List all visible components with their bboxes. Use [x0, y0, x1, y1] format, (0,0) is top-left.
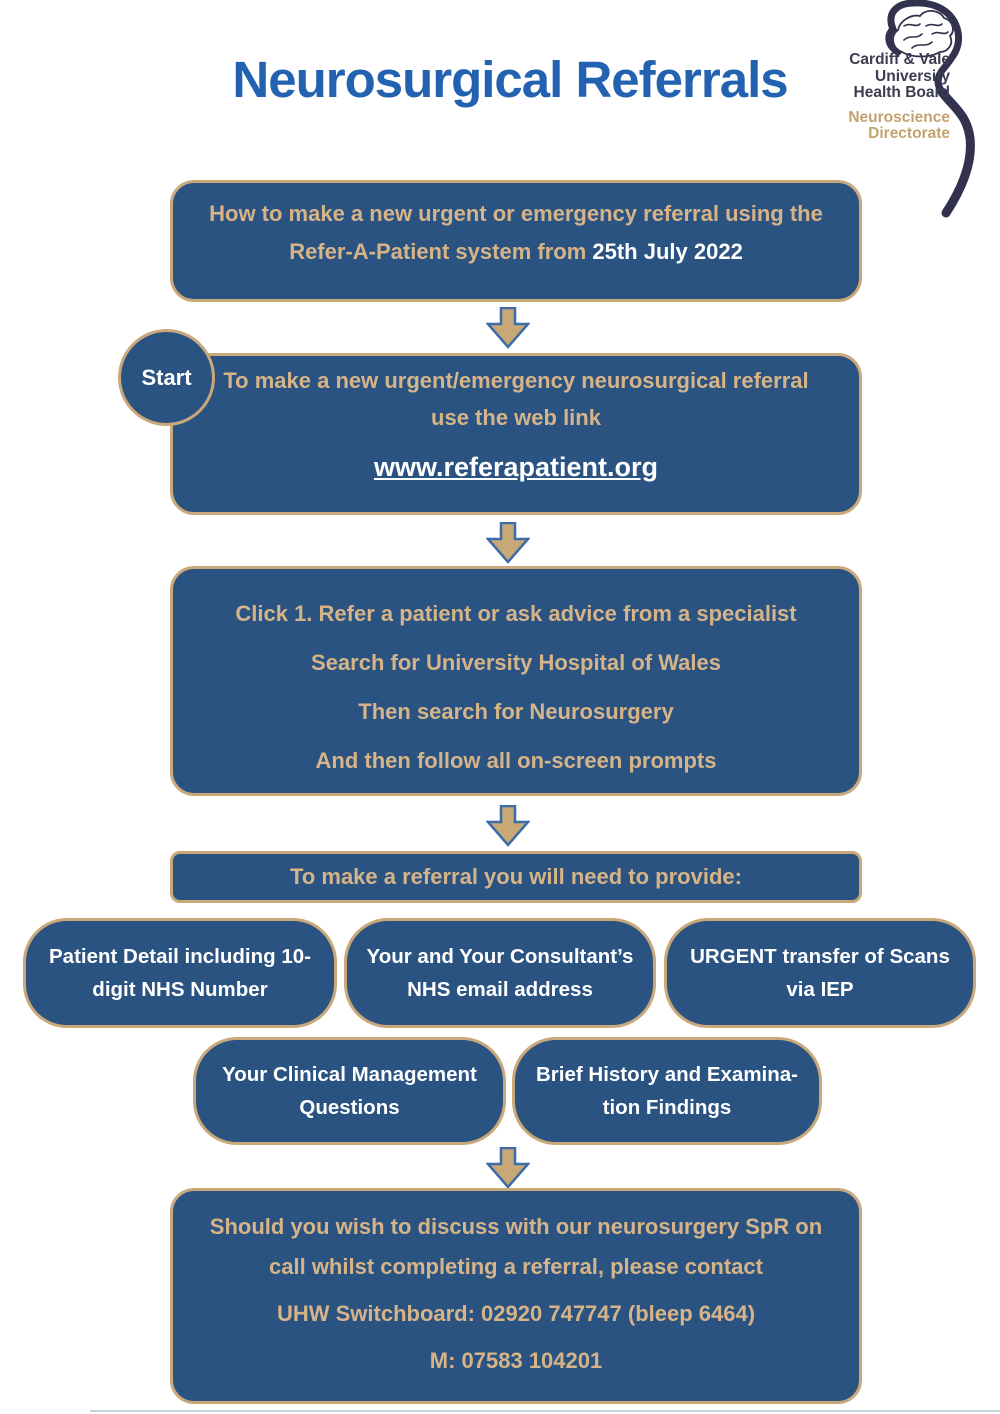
- requirement-bubble-clinical-questions: [193, 1037, 506, 1145]
- bubble-line: Questions: [299, 1096, 400, 1119]
- logo-org-line: University: [875, 67, 950, 85]
- contact-mobile: M: 07583 104201: [429, 1348, 603, 1373]
- logo-dept-line: Directorate: [868, 125, 950, 142]
- bubble-line: via IEP: [786, 978, 854, 1001]
- intro-line-1: How to make a new urgent or emergency referral using the: [209, 201, 823, 226]
- bubble-line: digit NHS Number: [92, 978, 268, 1001]
- bubble-line: Patient Detail including 10-: [49, 945, 311, 968]
- weblink-line-2: use the web link: [431, 405, 601, 430]
- logo-dept-line: Neuroscience: [848, 108, 950, 126]
- steps-line-3: Then search for Neurosurgery: [358, 699, 674, 724]
- contact-box: [170, 1188, 862, 1404]
- requirement-bubble-scan-transfer: [664, 918, 976, 1028]
- referapatient-link[interactable]: www.referapatient.org: [373, 452, 659, 482]
- logo-org-line: Cardiff & Vale: [849, 51, 950, 68]
- bubble-line: Brief History and Examina-: [535, 1063, 798, 1086]
- down-arrow-icon: [486, 522, 530, 564]
- contact-line-2: call whilst completing a referral, please contact: [269, 1254, 763, 1279]
- down-arrow-icon: [486, 307, 530, 349]
- steps-line-2: Search for University Hospital of Wales: [311, 650, 721, 675]
- intro-line-2-prefix: Refer-A-Patient system from: [289, 239, 593, 264]
- weblink-box: [170, 353, 862, 515]
- down-arrow-icon: [486, 1147, 530, 1189]
- contact-switchboard: UHW Switchboard: 02920 747747 (bleep 6464): [276, 1301, 756, 1326]
- bubble-line: tion Findings: [602, 1096, 732, 1119]
- provide-bar-label: To make a referral you will need to provide:: [290, 864, 742, 889]
- weblink-line-1: To make a new urgent/emergency neurosurgical referral: [223, 368, 809, 393]
- bottom-divider: [90, 1410, 1000, 1412]
- bubble-line: NHS email address: [407, 978, 593, 1001]
- requirement-bubble-history-findings: [512, 1037, 822, 1145]
- logo-directorate: [848, 110, 950, 143]
- logo-org-line: Health Board: [853, 84, 950, 101]
- steps-box: [170, 566, 862, 796]
- start-badge: [118, 329, 215, 426]
- intro-date-highlight: 25th July 2022: [592, 239, 743, 264]
- intro-box: [170, 180, 862, 302]
- down-arrow-icon: [486, 805, 530, 847]
- page-title: Neurosurgical Referrals: [232, 51, 788, 108]
- bubble-line: URGENT transfer of Scans: [690, 945, 950, 968]
- contact-line-1: Should you wish to discuss with our neurosurgery SpR on: [209, 1214, 823, 1239]
- steps-line-1: Click 1. Refer a patient or ask advice from a specialist: [235, 601, 797, 626]
- requirement-bubble-nhs-email: [344, 918, 656, 1028]
- health-board-logo: [840, 0, 1000, 218]
- bubble-line: Your Clinical Management: [222, 1063, 477, 1086]
- steps-line-4: And then follow all on-screen prompts: [315, 748, 717, 773]
- bubble-line: Your and Your Consultant’s: [366, 945, 634, 968]
- intro-line-2: [289, 233, 743, 271]
- provide-bar: [170, 851, 862, 903]
- logo-text: [848, 52, 950, 143]
- start-label: Start: [141, 364, 192, 390]
- requirement-bubble-patient-detail: [23, 918, 337, 1028]
